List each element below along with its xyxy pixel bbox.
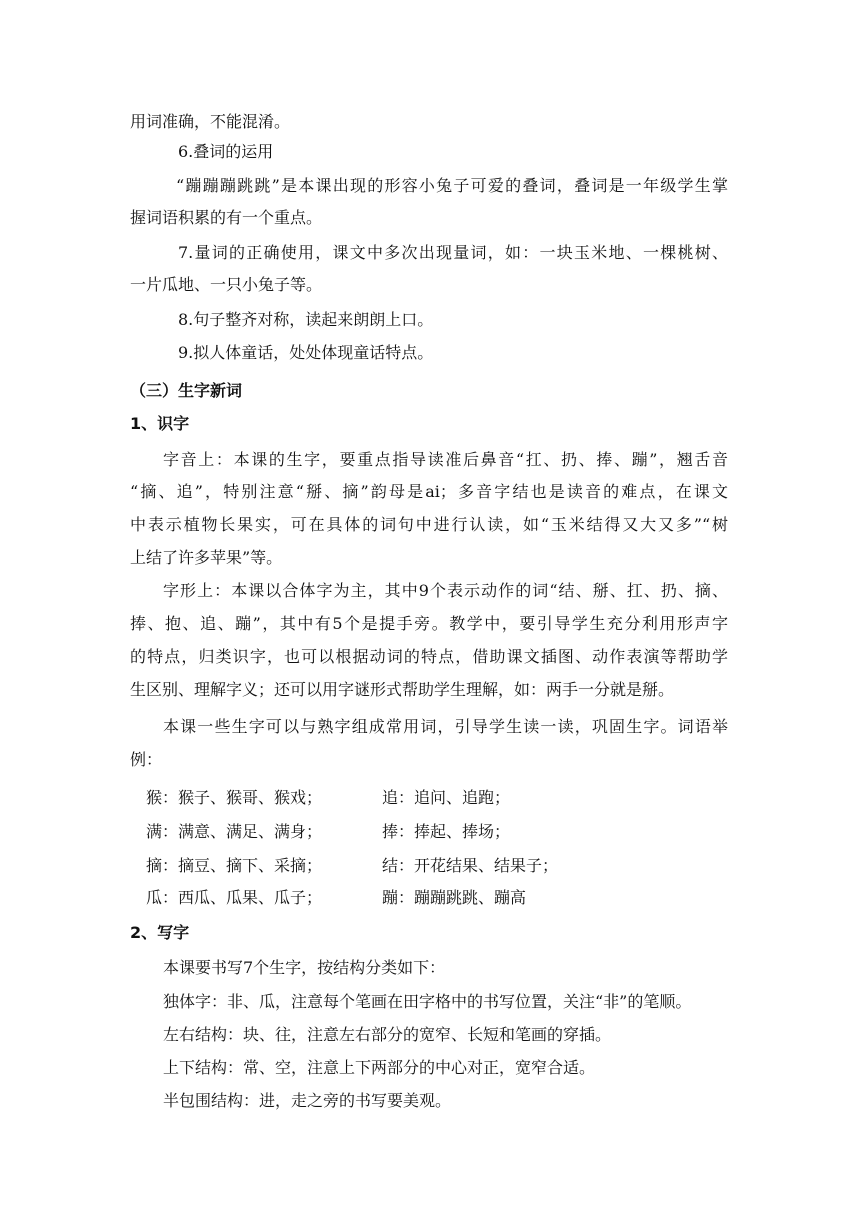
item-6-title: 6.叠词的运用 (178, 142, 274, 161)
zi-xing-line-3: 的特点，归类识字，也可以根据动词的特点，借助课文插图、动作表演等帮助学 (130, 647, 728, 666)
paragraph-line: 用词准确，不能混淆。 (130, 112, 291, 131)
zi-xing-line-1: 字形上：本课以合体字为主，其中9个表示动作的词“结、掰、扛、扔、摘、 (163, 581, 728, 600)
item-8: 8.句子整齐对称，读起来朗朗上口。 (178, 310, 434, 329)
zi-xing-line-2: 捧、抱、追、蹦”，其中有5个是提手旁。教学中，要引导学生充分利用形声字 (130, 614, 728, 633)
zi-yin-line-1: 字音上：本课的生字，要重点指导读准后鼻音“扛、扔、捧、蹦”，翘舌音 (163, 450, 728, 469)
section-heading: （三）生字新词 (130, 381, 243, 400)
word-row-left: 满：满意、满足、满身； (146, 822, 323, 841)
zi-yin-line-3: 中表示植物长果实，可在具体的词句中进行认读，如“玉米结得又大又多”“树 (130, 515, 728, 534)
item-9: 9.拟人体童话，处处体现童话特点。 (178, 343, 434, 362)
item-7-line-1: 7.量词的正确使用，课文中多次出现量词，如：一块玉米地、一棵桃树、 (178, 243, 728, 262)
word-row-right: 结：开花结果、结果子； (382, 856, 559, 875)
writing-item-2: 左右结构：块、往，注意左右部分的宽窄、长短和笔画的穿插。 (163, 1025, 612, 1044)
zi-yin-line-4: 上结了许多苹果”等。 (130, 548, 283, 567)
word-row-right: 蹦：蹦蹦跳跳、蹦高 (382, 888, 527, 907)
zi-yin-line-2: “摘、追”，特别注意“掰、摘”韵母是ai；多音字结也是读音的难点，在课文 (130, 482, 728, 501)
writing-intro: 本课要书写7个生字，按结构分类如下： (163, 958, 446, 977)
words-line-1: 本课一些生字可以与熟字组成常用词，引导学生读一读，巩固生字。词语举 (163, 717, 728, 736)
word-row-right: 追：追问、追跑； (382, 788, 511, 807)
item-7-line-2: 一片瓜地、一只小兔子等。 (130, 275, 323, 294)
item-6-line-2: 握词语积累的有一个重点。 (130, 208, 323, 227)
writing-item-4: 半包围结构：进，走之旁的书写要美观。 (163, 1091, 452, 1110)
subheading-literacy: 1、识字 (130, 414, 190, 433)
word-row-right: 捧：捧起、捧场； (382, 822, 511, 841)
word-row-left: 摘：摘豆、摘下、采摘； (146, 856, 323, 875)
word-row-left: 猴：猴子、猴哥、猴戏； (146, 788, 323, 807)
item-6-line-1: “蹦蹦蹦跳跳”是本课出现的形容小兔子可爱的叠词，叠词是一年级学生掌 (176, 176, 728, 195)
zi-xing-line-4: 生区别、理解字义；还可以用字谜形式帮助学生理解，如：两手一分就是掰。 (130, 680, 675, 699)
writing-item-3: 上下结构：常、空，注意上下两部分的中心对正，宽窄合适。 (163, 1058, 596, 1077)
subheading-writing: 2、写字 (130, 923, 190, 942)
words-line-2: 例： (130, 750, 163, 769)
writing-item-1: 独体字：非、瓜，注意每个笔画在田字格中的书写位置，关注“非”的笔顺。 (163, 992, 692, 1011)
word-row-left: 瓜：西瓜、瓜果、瓜子； (146, 888, 323, 907)
